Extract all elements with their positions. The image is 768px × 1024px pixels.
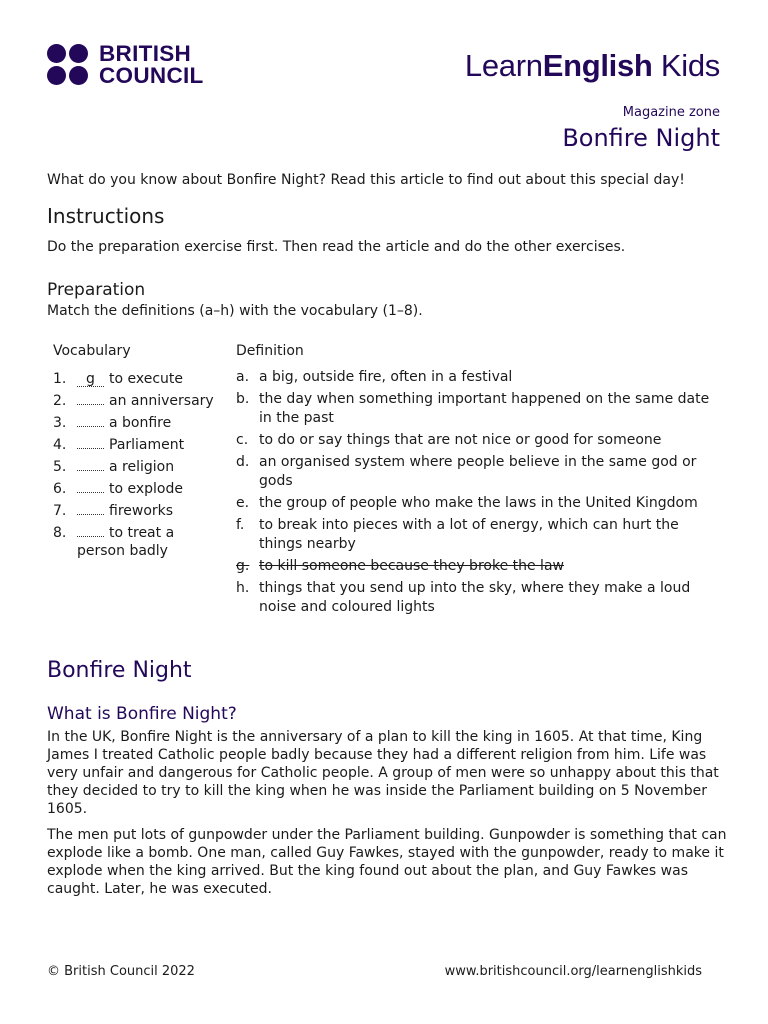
vocab-item: 8. to treat a (53, 522, 233, 544)
definition-item-used: g. to kill someone because they broke the law (236, 558, 564, 574)
brand-line-1: BRITISH (99, 41, 192, 66)
answer-blank[interactable] (77, 500, 104, 515)
vocabulary-list (53, 368, 233, 562)
vocab-item: 3. a bonfire (53, 412, 233, 434)
answer-blank[interactable] (77, 390, 104, 405)
definition-heading: Definition (236, 343, 304, 359)
preparation-heading: Preparation (47, 280, 146, 300)
answer-blank[interactable]: g (77, 372, 104, 387)
logo-learn: Learn (464, 48, 543, 83)
definition-item: e. the group of people who make the laws in the United Kingdom (236, 495, 698, 511)
vocab-item: 4. Parliament (53, 434, 233, 456)
article-paragraph-2: The men put lots of gunpowder under the Parliament building. Gunpowder is something that can explode like a bomb. One man, called Guy Fawkes, stayed with the gunpowder, ready to make it explode when the king arrived. But the king found out about the plan, and Guy Fawkes was caught. Later, he was executed. (47, 827, 727, 897)
learnenglish-kids-logo (465, 48, 720, 84)
page-title: Bonfire Night (562, 124, 720, 152)
footer-url[interactable]: www.britishcouncil.org/learnenglishkids (444, 964, 702, 979)
answer-blank[interactable] (77, 478, 104, 493)
definition-item: a. a big, outside fire, often in a festival (236, 369, 513, 385)
vocab-item: 1. g to execute (53, 371, 184, 387)
vocab-item: 7. fireworks (53, 500, 233, 522)
vocab-item-continued: person badly (77, 543, 168, 559)
intro-text: What do you know about Bonfire Night? Read this article to find out about this special day! (47, 172, 685, 188)
answer-blank[interactable] (77, 434, 104, 449)
definition-item: c. to do or say things that are not nice or good for someone (236, 432, 662, 448)
definition-item: b. the day when something important happened on the same date in the past (236, 391, 710, 426)
footer-copyright: © British Council 2022 (47, 964, 195, 979)
article-subheading: What is Bonfire Night? (47, 704, 237, 724)
vocab-item: 5. a religion (53, 456, 233, 478)
vocab-item: 2. an anniversary (53, 390, 233, 412)
british-council-wordmark (99, 43, 204, 87)
definition-item: f. to break into pieces with a lot of energy, which can hurt the things nearby (236, 517, 679, 552)
british-council-dots-icon (47, 44, 91, 88)
definition-list (236, 368, 716, 620)
definition-item: d. an organised system where people believe in the same god or gods (236, 454, 697, 489)
answer-blank[interactable] (77, 412, 104, 427)
vocab-item: 6. to explode (53, 478, 233, 500)
brand-line-2: COUNCIL (99, 63, 204, 88)
definition-item: h. things that you send up into the sky, where they make a loud noise and coloured lights (236, 580, 691, 615)
section-zone: Magazine zone (622, 105, 720, 120)
preparation-subtitle: Match the definitions (a–h) with the vocabulary (1–8). (47, 303, 423, 319)
logo-english: English (542, 48, 653, 83)
article-paragraph-1: In the UK, Bonfire Night is the anniversary of a plan to kill the king in 1605. At that time, King James I treated Catholic people badly because they had a different religion from him. Life was very unfair and dangerous for Catholic people. A group of men were so unhappy about this that they decided to try to kill the king when he was inside the Parliament building on 5 November 1605. (47, 729, 719, 817)
answer-blank[interactable] (77, 522, 104, 537)
logo-kids: Kids (652, 48, 720, 83)
instructions-heading: Instructions (47, 204, 165, 228)
article-heading: Bonfire Night (47, 658, 192, 683)
vocabulary-heading: Vocabulary (53, 343, 131, 359)
answer-blank[interactable] (77, 456, 104, 471)
instructions-text: Do the preparation exercise first. Then read the article and do the other exercises. (47, 239, 626, 255)
british-council-logo (47, 41, 217, 90)
